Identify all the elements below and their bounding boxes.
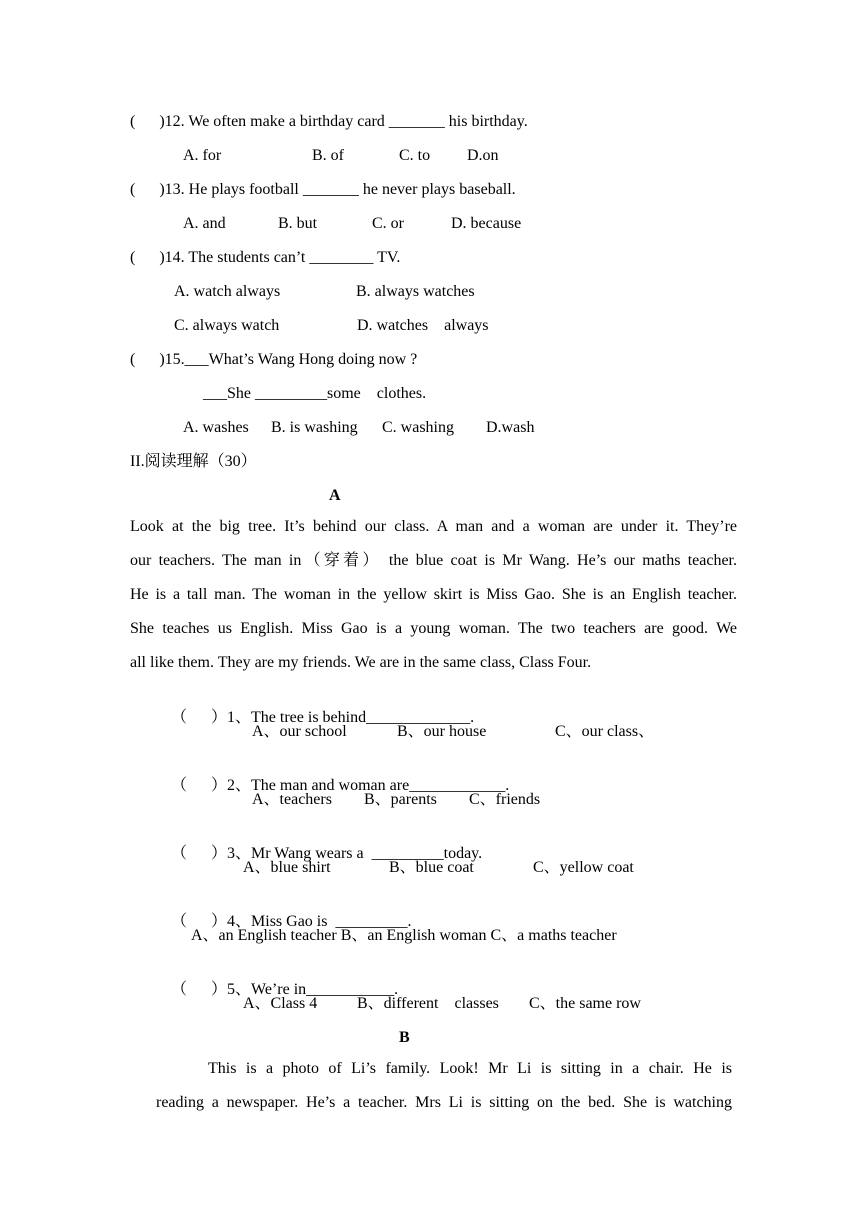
q13-option-a: A. and: [183, 215, 226, 232]
q12-option-a: A. for: [183, 147, 222, 164]
answer-blank: _____________: [366, 709, 471, 726]
q13-option-d: D. because: [451, 215, 522, 232]
passage-b-heading: B: [399, 1029, 410, 1046]
answer-blank: ____________: [409, 777, 506, 794]
question-end: today.: [443, 845, 483, 862]
answer-paren: （ ）: [171, 845, 228, 862]
passage-b-line-2: reading a newspaper. He’s a teacher. Mrs Li is sitting on the bed. She is watching: [156, 1094, 732, 1111]
question-end: .: [394, 981, 399, 998]
rq3-option-a: A、blue shirt: [243, 859, 331, 876]
rq4-options: A、an English teacher B、an English woman C、a maths teacher: [191, 927, 617, 944]
rq5-option-c: C、the same row: [529, 995, 641, 1012]
q13-option-b: B. but: [278, 215, 318, 232]
question-stem: 4、Miss Gao is: [227, 913, 336, 930]
answer-paren: （ ）: [171, 913, 228, 930]
question-end: .: [505, 777, 510, 794]
rq1-option-c: C、our class、: [555, 723, 655, 740]
question-13: ( )13. He plays football _______ he never plays baseball.: [130, 181, 516, 198]
q15-option-c: C. washing: [382, 419, 454, 436]
rq1-option-a: A、our school: [252, 723, 347, 740]
rq5-option-b: B、different classes: [357, 995, 499, 1012]
question-stem: 1、The tree is behind: [227, 709, 367, 726]
question-15: ( )15.___What’s Wang Hong doing now ?: [130, 351, 418, 368]
answer-paren: （ ）: [171, 709, 228, 726]
passage-a-line-3: He is a tall man. The woman in the yellow skirt is Miss Gao. She is an English teacher.: [130, 586, 737, 603]
question-15-line2: ___She _________some clothes.: [203, 385, 427, 402]
rq2-option-a: A、teachers: [252, 791, 332, 808]
question-stem: 5、We’re in: [227, 981, 307, 998]
answer-blank: _________: [335, 913, 408, 930]
rq3-option-b: B、blue coat: [389, 859, 474, 876]
passage-a-heading: A: [329, 487, 341, 504]
q12-option-c: C. to: [399, 147, 431, 164]
rq3-option-c: C、yellow coat: [533, 859, 634, 876]
passage-a-line-2: our teachers. The man in（穿着） the blue coat is Mr Wang. He’s our maths teacher.: [130, 552, 737, 569]
q13-option-c: C. or: [372, 215, 404, 232]
answer-blank: ___________: [306, 981, 395, 998]
answer-paren: （ ）: [171, 981, 228, 998]
passage-a-line-1: Look at the big tree. It’s behind our class. A man and a woman are under it. They’re: [130, 518, 737, 535]
question-12: ( )12. We often make a birthday card _______ his birthday.: [130, 113, 528, 130]
reading-question-2: [163, 756, 509, 796]
q14-option-b: B. always watches: [356, 283, 475, 300]
answer-paren: （ ）: [171, 777, 228, 794]
q15-option-d: D.wash: [486, 419, 535, 436]
question-end: .: [470, 709, 475, 726]
q14-option-a: A. watch always: [174, 283, 281, 300]
passage-a-line-5: all like them. They are my friends. We are in the same class, Class Four.: [130, 654, 592, 671]
question-end: .: [407, 913, 412, 930]
section-title: II.阅读理解（30）: [130, 453, 257, 470]
q12-option-d: D.on: [467, 147, 499, 164]
q14-option-c: C. always watch: [174, 317, 280, 334]
passage-b-line-1: This is a photo of Li’s family. Look! Mr Li is sitting in a chair. He is: [208, 1060, 732, 1077]
q15-option-b: B. is washing: [271, 419, 358, 436]
question-stem: 2、The man and woman are: [227, 777, 410, 794]
rq5-option-a: A、Class 4: [243, 995, 318, 1012]
q12-option-b: B. of: [312, 147, 344, 164]
question-14: ( )14. The students can’t ________ TV.: [130, 249, 401, 266]
rq2-option-b: B、parents: [364, 791, 437, 808]
q14-option-d: D. watches always: [357, 317, 489, 334]
rq2-option-c: C、friends: [469, 791, 541, 808]
answer-blank: _________: [371, 845, 444, 862]
q15-option-a: A. washes: [183, 419, 249, 436]
rq1-option-b: B、our house: [397, 723, 487, 740]
question-stem: 3、Mr Wang wears a: [227, 845, 372, 862]
passage-a-line-4: She teaches us English. Miss Gao is a young woman. The two teachers are good. We: [130, 620, 737, 637]
